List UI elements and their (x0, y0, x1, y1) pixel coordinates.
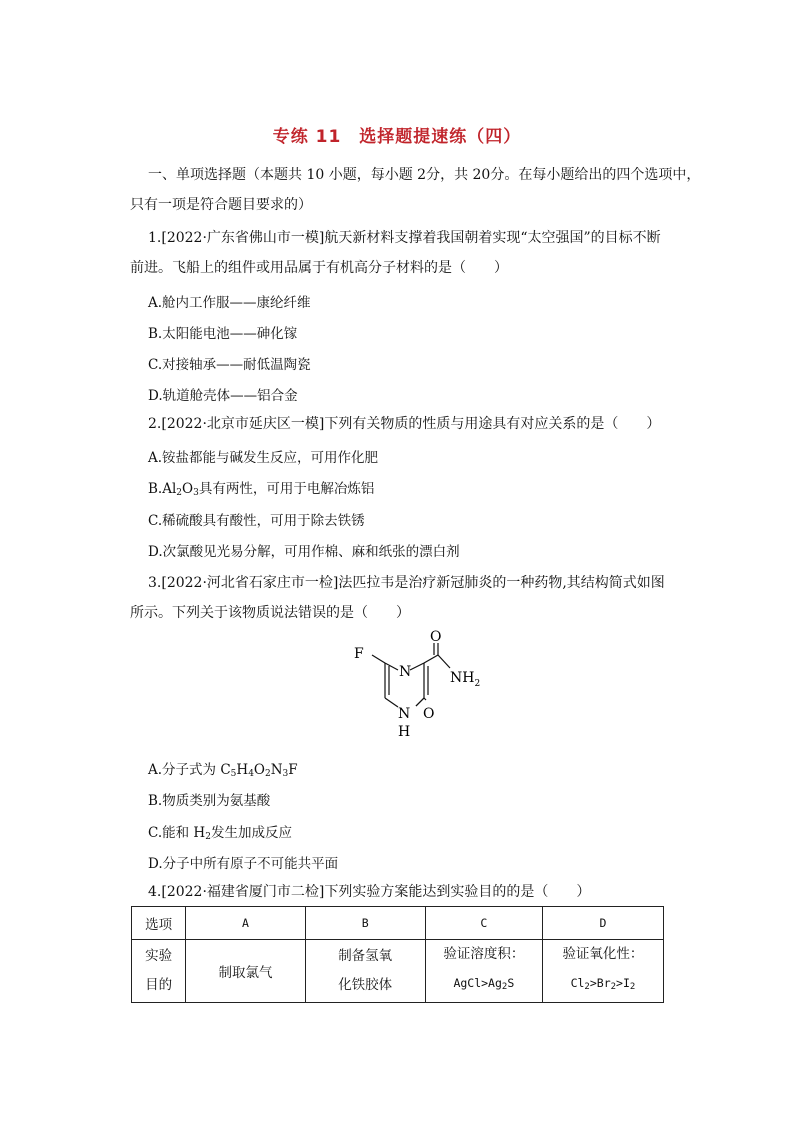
q3-option-a: A.分子式为 $C_5H_4O_2N_3F$ (148, 762, 298, 779)
table-header-cell: A (186, 907, 305, 940)
title-text: 选择题提速练（四） (359, 127, 522, 147)
q1-option-c: C.对接轴承——耐低温陶瓷 (148, 357, 311, 373)
section-instruction-line2: 只有一项是符合题目要求的） (130, 197, 312, 213)
q1-stem-line2: 前进。飞船上的组件或用品属于有机高分子材料的是（ ） (130, 260, 508, 276)
atom-o-bottom: O (423, 706, 435, 722)
q2-option-d: D.次氯酸见光易分解，可用作棉、麻和纸张的漂白剂 (148, 544, 460, 560)
atom-n-bottom: N (398, 706, 411, 722)
q3-option-c: C.能和 $H_2$发生加成反应 (148, 825, 292, 842)
q1-option-a: A.舱内工作服——康纶纤维 (148, 295, 311, 311)
table-header-row (132, 907, 664, 940)
table-header-cell: D (542, 907, 663, 940)
cell-d: 验证氧化性： $Cl_2>Br_2>I_2$ (542, 940, 663, 1003)
atom-o-top: O (430, 629, 442, 645)
atom-h: H (398, 724, 411, 740)
page-title (0, 122, 794, 147)
cell-b: 制备氢氧 化铁胶体 (305, 940, 425, 1003)
atom-n-top: N (399, 664, 412, 680)
table-header-cell: 选项 (132, 907, 186, 940)
atom-f: F (354, 646, 364, 662)
q3-stem-line1: 3.[2022·河北省石家庄市一检]法匹拉韦是治疗新冠肺炎的一种药物,其结构简式如图 (148, 575, 665, 591)
favipiravir-structure-diagram (340, 628, 490, 746)
row-label-cell: 实验 目的 (132, 940, 186, 1003)
q1-option-d: D.轨道舱壳体——铝合金 (148, 388, 298, 404)
section-instruction-line1: 一、单项选择题（本题共 10 小题，每小题 2分，共 20分。在每小题给出的四个选项中， (148, 167, 701, 183)
q2-option-c: C.稀硫酸具有酸性，可用于除去铁锈 (148, 513, 365, 529)
table-row (132, 940, 664, 1003)
q4-stem: 4.[2022·福建省厦门市二检]下列实验方案能达到实验目的的是（ ） (148, 884, 591, 900)
q2-option-b: $B.Al_2O_3$具有两性，可用于电解冶炼铝 (148, 481, 375, 498)
q3-option-b: B.物质类别为氨基酸 (148, 793, 271, 809)
experiment-table (131, 906, 664, 1003)
cell-a: 制取氯气 (186, 940, 305, 1003)
table-header-cell: C (425, 907, 542, 940)
q1-option-b: B.太阳能电池——砷化镓 (148, 326, 298, 342)
title-number: 专练 11 (272, 127, 342, 147)
q2-option-a: A.铵盐都能与碱发生反应，可用作化肥 (148, 450, 379, 466)
table-header-cell: B (305, 907, 425, 940)
atom-nh2: $NH_2$ (450, 670, 481, 689)
q3-option-d: D.分子中所有原子不可能共平面 (148, 856, 339, 872)
cell-c: 验证溶度积： $AgCl>Ag_2S$ (425, 940, 542, 1003)
q2-stem: 2.[2022·北京市延庆区一模]下列有关物质的性质与用途具有对应关系的是（ ） (148, 416, 661, 432)
q3-stem-line2: 所示。下列关于该物质说法错误的是（ ） (130, 605, 410, 621)
q1-stem-line1: 1.[2022·广东省佛山市一模]航天新材料支撑着我国朝着实现“太空强国”的目标不断 (148, 230, 661, 246)
